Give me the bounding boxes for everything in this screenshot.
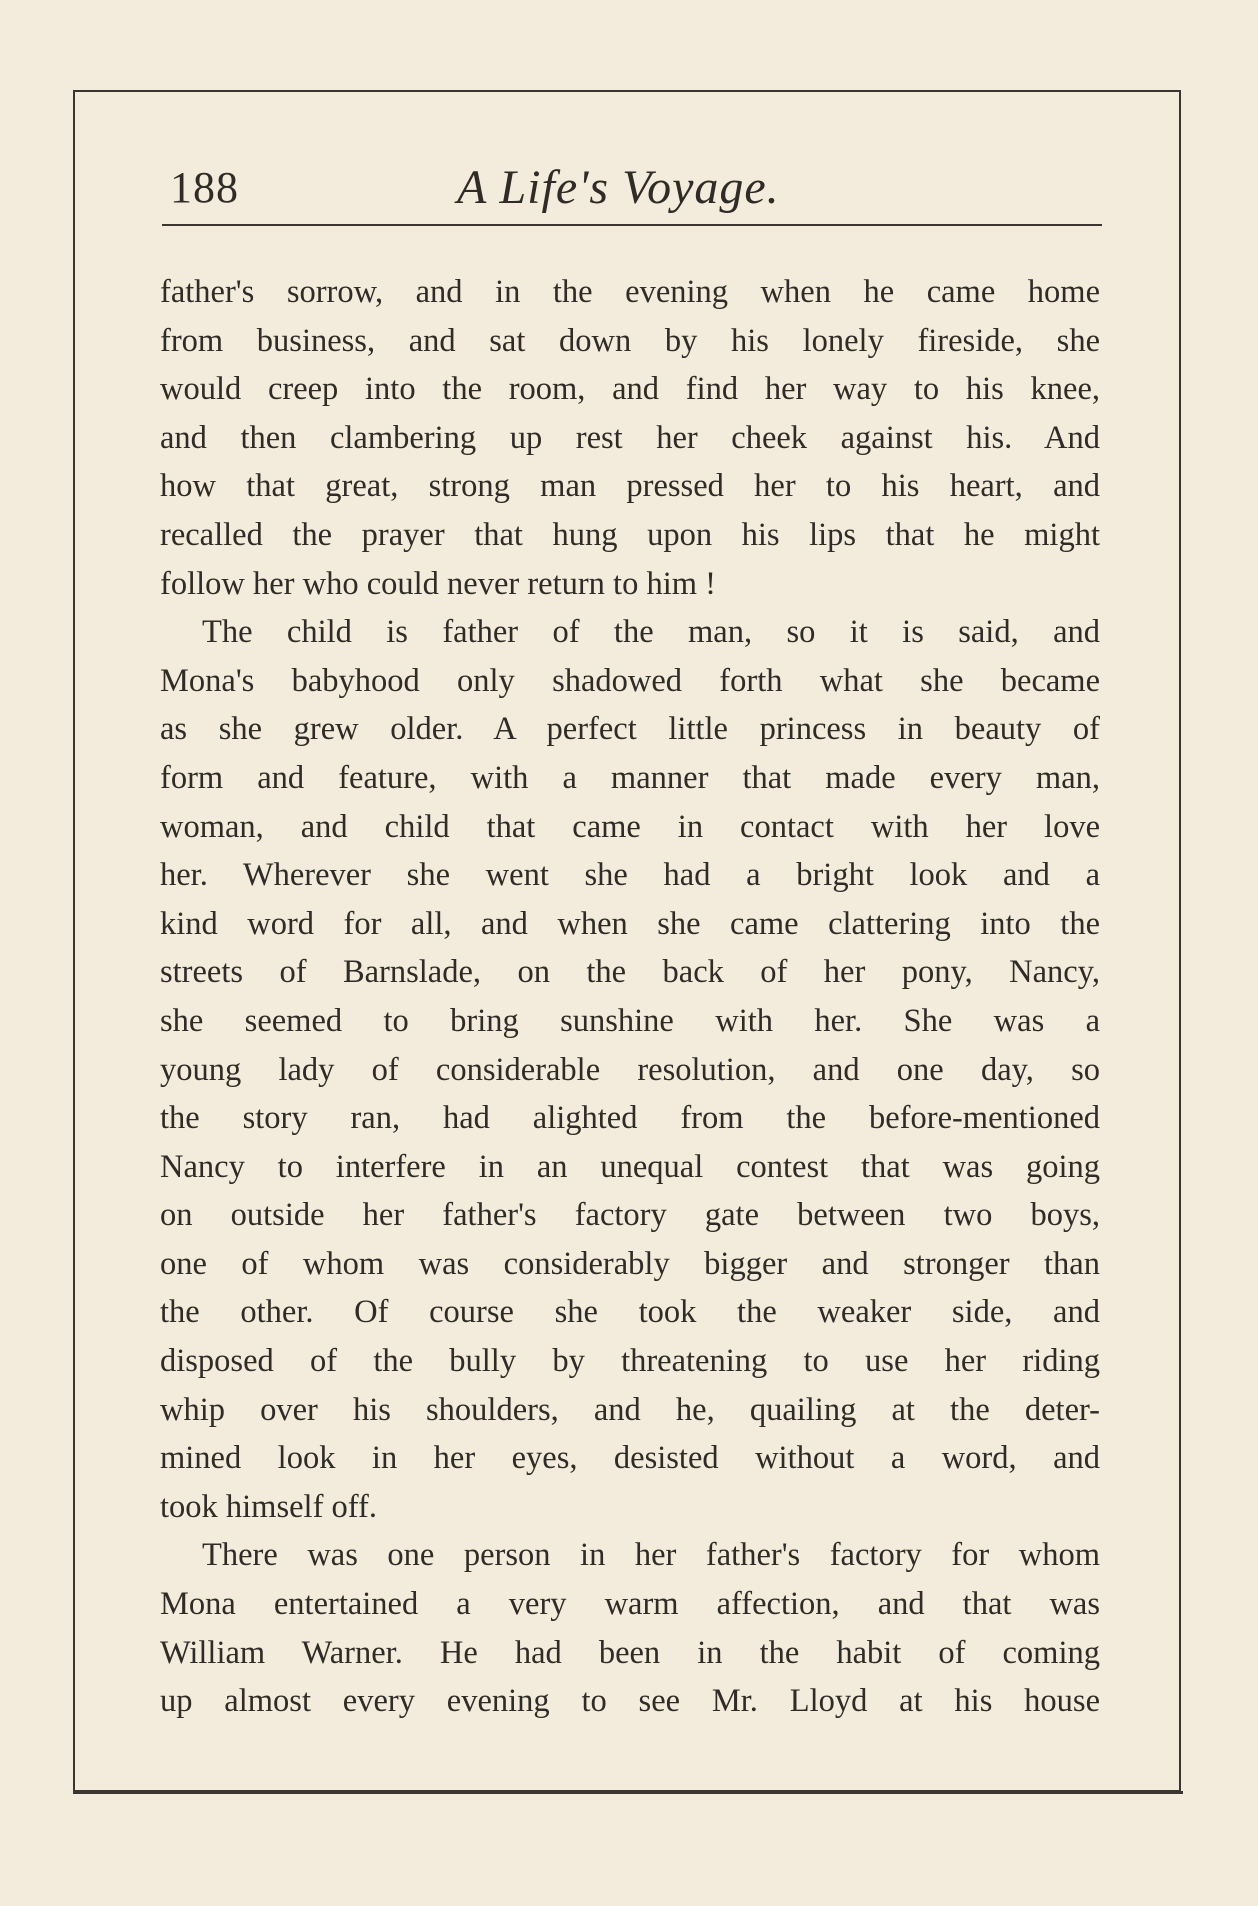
paragraph-start: The child is father of the man, so it is said, and xyxy=(202,614,1100,651)
text-line: one of whom was considerably bigger and stronger than xyxy=(160,1245,1100,1282)
page-header xyxy=(162,150,1102,220)
body-text xyxy=(160,268,1100,1726)
text-line: Mona's babyhood only shadowed forth what she became xyxy=(160,662,1100,699)
text-line: young lady of considerable resolution, and one day, so xyxy=(160,1051,1100,1088)
text-line: how that great, strong man pressed her to his heart, and xyxy=(160,468,1100,505)
paragraph-start: There was one person in her father's factory for whom xyxy=(202,1537,1100,1574)
text-line: on outside her father's factory gate between two boys, xyxy=(160,1197,1100,1234)
text-line: form and feature, with a manner that made every man, xyxy=(160,759,1100,796)
text-line: as she grew older. A perfect little princess in beauty of xyxy=(160,711,1100,748)
text-line: streets of Barnslade, on the back of her pony, Nancy, xyxy=(160,954,1100,991)
text-line: mined look in her eyes, desisted without a word, and xyxy=(160,1440,1100,1477)
text-line: whip over his shoulders, and he, quailing at the deter- xyxy=(160,1391,1100,1428)
page-border-bottom xyxy=(73,1791,1183,1794)
text-line: William Warner. He had been in the habit of coming xyxy=(160,1634,1100,1671)
running-title: A Life's Voyage. xyxy=(457,161,780,214)
text-line: and then clambering up rest her cheek against his. And xyxy=(160,419,1100,456)
text-line: she seemed to bring sunshine with her. She was a xyxy=(160,1002,1100,1039)
text-line: disposed of the bully by threatening to use her riding xyxy=(160,1343,1100,1380)
text-line: follow her who could never return to him ! xyxy=(160,565,716,602)
text-line: kind word for all, and when she came clattering into the xyxy=(160,905,1100,942)
text-line: the story ran, had alighted from the before-mentioned xyxy=(160,1100,1100,1137)
text-line: took himself off. xyxy=(160,1488,377,1525)
text-line: her. Wherever she went she had a bright look and a xyxy=(160,857,1100,894)
text-line: would creep into the room, and find her way to his knee, xyxy=(160,371,1100,408)
text-line: from business, and sat down by his lonely fireside, she xyxy=(160,322,1100,359)
text-line: father's sorrow, and in the evening when he came home xyxy=(160,274,1100,310)
page-number: 188 xyxy=(170,163,239,212)
text-line: Nancy to interfere in an unequal contest that was going xyxy=(160,1148,1100,1185)
text-line: Mona entertained a very warm affection, and that was xyxy=(160,1586,1100,1623)
header-rule xyxy=(162,224,1102,226)
text-line: up almost every evening to see Mr. Lloyd at his house xyxy=(160,1683,1100,1720)
text-line: woman, and child that came in contact with her love xyxy=(160,808,1100,845)
text-line: the other. Of course she took the weaker side, and xyxy=(160,1294,1100,1331)
text-line: recalled the prayer that hung upon his lips that he might xyxy=(160,516,1100,553)
